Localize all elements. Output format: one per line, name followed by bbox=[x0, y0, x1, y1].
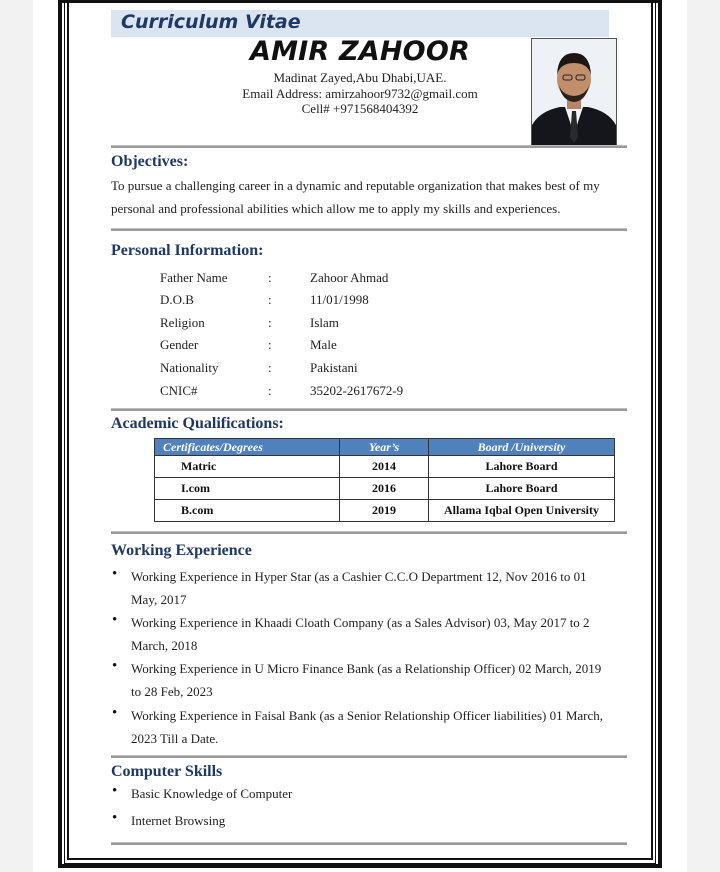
section-divider bbox=[111, 408, 627, 411]
academic-heading: Academic Qualifications: bbox=[111, 415, 284, 432]
table-cell: I.com bbox=[155, 478, 340, 500]
table-row bbox=[155, 456, 615, 478]
email: Email Address: amirzahoor9732@gmail.com bbox=[242, 86, 478, 101]
bullet-icon: • bbox=[112, 612, 118, 628]
table-row bbox=[155, 500, 615, 522]
personal-value: Male bbox=[310, 337, 337, 352]
section-divider bbox=[111, 842, 627, 845]
bullet-icon: • bbox=[112, 566, 118, 582]
personal-label: CNIC# bbox=[160, 383, 198, 398]
personal-value: Islam bbox=[310, 315, 339, 330]
table-cell: Lahore Board bbox=[429, 478, 615, 500]
profile-photo bbox=[531, 38, 617, 147]
section-divider bbox=[111, 145, 627, 148]
personal-separator: : bbox=[268, 360, 272, 375]
objectives-text: To pursue a challenging career in a dynamic and reputable organization that makes best of my personal and professional abilities which allow me to apply my skills and experiences. bbox=[111, 178, 600, 216]
bullet-icon: • bbox=[112, 658, 118, 674]
candidate-name: AMIR ZAHOOR bbox=[250, 36, 470, 67]
personal-separator: : bbox=[268, 270, 272, 285]
cell-number: Cell# +971568404392 bbox=[301, 101, 419, 116]
skill-item: Internet Browsing bbox=[131, 813, 226, 828]
column-header: Year’s bbox=[340, 439, 429, 456]
personal-label: Gender bbox=[160, 337, 199, 352]
personal-value: Zahoor Ahmad bbox=[310, 270, 389, 285]
experience-heading: Working Experience bbox=[111, 542, 252, 559]
table-cell: 2019 bbox=[340, 500, 429, 522]
personal-label: Religion bbox=[160, 315, 205, 330]
section-divider bbox=[111, 755, 627, 758]
personal-label: Nationality bbox=[160, 360, 219, 375]
section-divider bbox=[111, 531, 627, 534]
personal-label: D.O.B bbox=[160, 292, 194, 307]
personal-value: Pakistani bbox=[310, 360, 358, 375]
skill-item: Basic Knowledge of Computer bbox=[131, 786, 293, 801]
table-header-row bbox=[155, 439, 615, 456]
table-cell: Allama Iqbal Open University bbox=[429, 500, 615, 522]
experience-item: Working Experience in Hyper Star (as a Cashier C.C.O Department 12, Nov 2016 to 01 May, 2017 bbox=[131, 569, 587, 607]
personal-separator: : bbox=[268, 315, 272, 330]
table-cell: Lahore Board bbox=[429, 456, 615, 478]
experience-item: Working Experience in Faisal Bank (as a Senior Relationship Officer liabilities) 01 March, 2023 Till a Date. bbox=[131, 708, 604, 746]
experience-item: Working Experience in U Micro Finance Bank (as a Relationship Officer) 02 March, 2019 to 28 Feb, 2023 bbox=[131, 661, 602, 699]
academic-table bbox=[154, 438, 615, 522]
table-cell: 2014 bbox=[340, 456, 429, 478]
cv-title: Curriculum Vitae bbox=[121, 11, 301, 33]
table-cell: Matric bbox=[155, 456, 340, 478]
bullet-icon: • bbox=[112, 783, 118, 799]
table-cell: 2016 bbox=[340, 478, 429, 500]
bullet-icon: • bbox=[112, 705, 118, 721]
personal-value: 35202-2617672-9 bbox=[310, 383, 404, 398]
table-row bbox=[155, 478, 615, 500]
personal-label: Father Name bbox=[160, 270, 228, 285]
skills-heading: Computer Skills bbox=[111, 763, 223, 780]
table-cell: B.com bbox=[155, 500, 340, 522]
section-divider bbox=[111, 228, 627, 231]
personal-info-heading: Personal Information: bbox=[111, 242, 264, 259]
column-header: Board /University bbox=[429, 439, 615, 456]
address: Madinat Zayed,Abu Dhabi,UAE. bbox=[273, 70, 447, 85]
experience-item: Working Experience in Khaadi Cloath Company (as a Sales Advisor) 03, May 2017 to 2 March, 2018 bbox=[131, 615, 590, 653]
personal-separator: : bbox=[268, 337, 272, 352]
personal-separator: : bbox=[268, 383, 272, 398]
personal-value: 11/01/1998 bbox=[310, 292, 369, 307]
objectives-heading: Objectives: bbox=[111, 153, 189, 170]
personal-separator: : bbox=[268, 292, 272, 307]
bullet-icon: • bbox=[112, 810, 118, 826]
column-header: Certificates/Degrees bbox=[155, 439, 340, 456]
